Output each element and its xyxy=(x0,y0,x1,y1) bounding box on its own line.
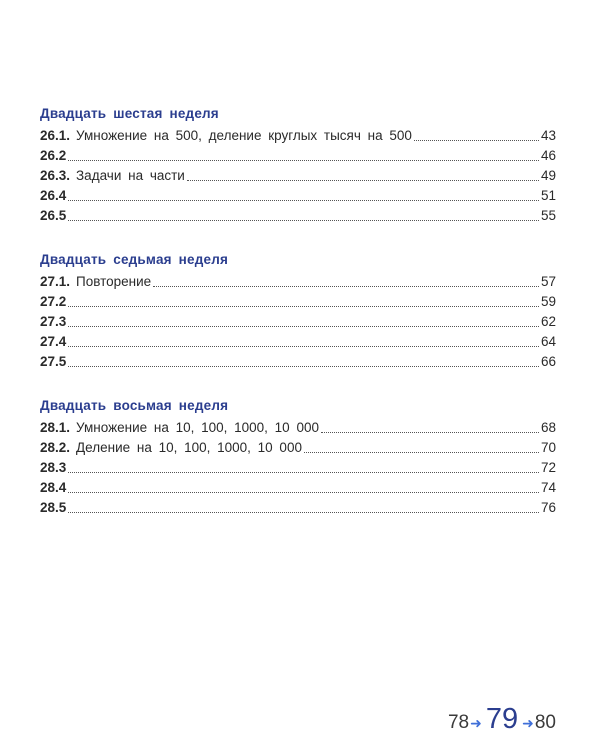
dot-leader xyxy=(187,179,539,181)
entry-page-number: 51 xyxy=(540,188,556,203)
entry-number: 28.1. xyxy=(40,420,71,435)
entry-number: 26.1. xyxy=(40,128,71,143)
entry-number: 26.2 xyxy=(40,148,67,163)
entry-title: Задачи на части xyxy=(76,168,185,183)
dot-leader xyxy=(68,511,539,513)
entry-page-number: 55 xyxy=(540,208,556,223)
entry-page-number: 57 xyxy=(540,274,556,289)
toc-entry[interactable] xyxy=(40,418,556,438)
arrow-right-icon: ➜ xyxy=(470,715,482,731)
dot-leader xyxy=(68,199,539,201)
toc-entry[interactable] xyxy=(40,458,556,478)
dot-leader xyxy=(68,345,539,347)
entry-page-number: 46 xyxy=(540,148,556,163)
entry-page-number: 76 xyxy=(540,500,556,515)
section-heading: Двадцать седьмая неделя xyxy=(40,252,229,267)
page-navigation xyxy=(448,703,556,736)
toc-entry[interactable] xyxy=(40,438,556,458)
entry-number: 27.3 xyxy=(40,314,67,329)
dot-leader xyxy=(304,451,539,453)
arrow-right-icon: ➜ xyxy=(522,715,534,731)
entry-number: 27.1. xyxy=(40,274,71,289)
dot-leader xyxy=(68,159,539,161)
toc-entry[interactable] xyxy=(40,352,556,372)
toc-section xyxy=(40,252,556,372)
entry-number: 26.3. xyxy=(40,168,71,183)
entry-page-number: 49 xyxy=(540,168,556,183)
toc-entry[interactable] xyxy=(40,332,556,352)
dot-leader xyxy=(153,285,539,287)
dot-leader xyxy=(68,305,539,307)
entry-number: 26.4 xyxy=(40,188,67,203)
dot-leader xyxy=(68,365,539,367)
toc-section xyxy=(40,398,556,518)
entry-page-number: 70 xyxy=(540,440,556,455)
toc-entry[interactable] xyxy=(40,272,556,292)
toc-section xyxy=(40,106,556,226)
entry-number: 27.4 xyxy=(40,334,67,349)
entry-title: Деление на 10, 100, 1000, 10 000 xyxy=(76,440,302,455)
entry-number: 27.2 xyxy=(40,294,67,309)
entry-page-number: 59 xyxy=(540,294,556,309)
entry-page-number: 66 xyxy=(540,354,556,369)
dot-leader xyxy=(68,325,539,327)
entry-number: 27.5 xyxy=(40,354,67,369)
entry-page-number: 74 xyxy=(540,480,556,495)
table-of-contents xyxy=(40,106,556,544)
dot-leader xyxy=(68,219,539,221)
entry-page-number: 43 xyxy=(540,128,556,143)
toc-entry[interactable] xyxy=(40,478,556,498)
entry-title: Умножение на 500, деление круглых тысяч на 500 xyxy=(76,128,412,143)
entry-page-number: 68 xyxy=(540,420,556,435)
toc-entry[interactable] xyxy=(40,166,556,186)
entry-title: Повторение xyxy=(76,274,152,289)
entry-number: 28.5 xyxy=(40,500,67,515)
entry-page-number: 62 xyxy=(540,314,556,329)
entry-number: 28.3 xyxy=(40,460,67,475)
dot-leader xyxy=(68,491,539,493)
current-page-number: 79 xyxy=(485,703,519,735)
previous-page-number[interactable]: 78 xyxy=(447,712,470,733)
section-heading: Двадцать шестая неделя xyxy=(40,106,219,121)
toc-entry[interactable] xyxy=(40,146,556,166)
entry-number: 28.4 xyxy=(40,480,67,495)
toc-entry[interactable] xyxy=(40,498,556,518)
section-heading: Двадцать восьмая неделя xyxy=(40,398,229,413)
entry-number: 28.2. xyxy=(40,440,71,455)
entry-page-number: 72 xyxy=(540,460,556,475)
entry-page-number: 64 xyxy=(540,334,556,349)
dot-leader xyxy=(414,139,539,141)
next-page-number[interactable]: 80 xyxy=(534,712,556,733)
toc-entry[interactable] xyxy=(40,312,556,332)
entry-title: Умножение на 10, 100, 1000, 10 000 xyxy=(76,420,319,435)
toc-entry[interactable] xyxy=(40,186,556,206)
dot-leader xyxy=(68,471,539,473)
entry-number: 26.5 xyxy=(40,208,67,223)
toc-entry[interactable] xyxy=(40,206,556,226)
toc-entry[interactable] xyxy=(40,126,556,146)
dot-leader xyxy=(321,431,539,433)
toc-entry[interactable] xyxy=(40,292,556,312)
